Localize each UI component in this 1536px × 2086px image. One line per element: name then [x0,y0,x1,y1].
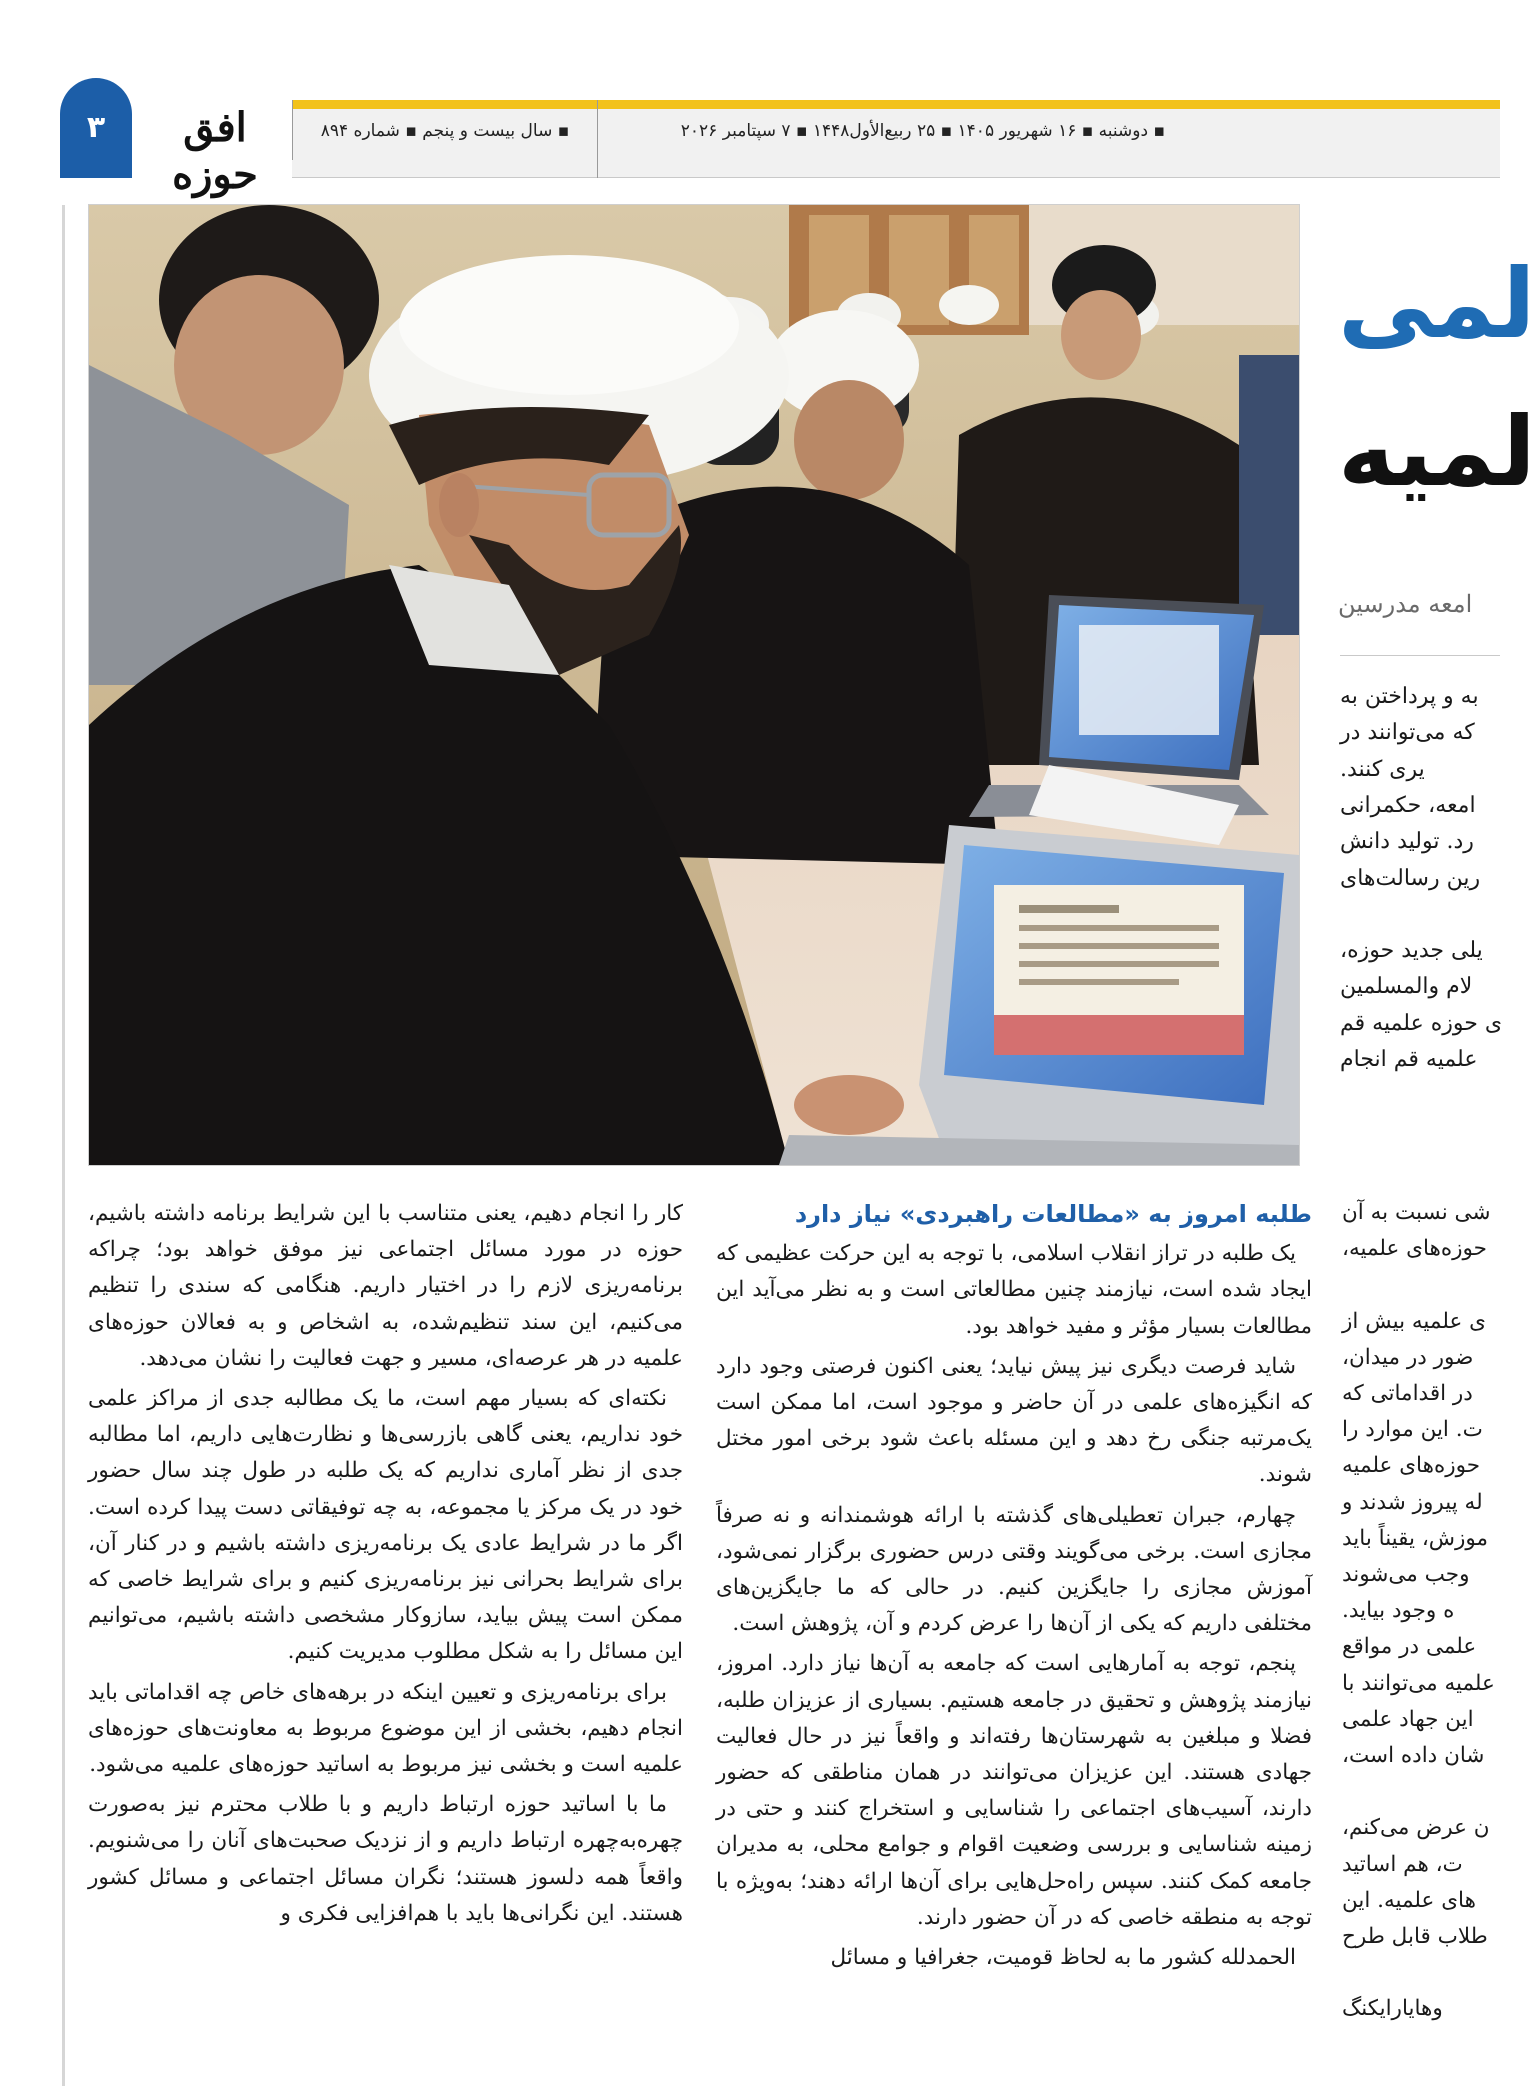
right-column-line: شی نسبت به آن [1342,1200,1491,1225]
right-column-line: شان داده است، [1342,1743,1485,1768]
logo-text: افق حوزه [172,104,258,198]
clerics-with-laptops-illustration [89,205,1299,1165]
header-divider [597,100,598,178]
header-divider-left [292,100,293,160]
right-column-line: ه وجود بیاید. [1342,1598,1455,1624]
headline-line-2: لمیه [1338,396,1536,508]
right-column-line: حوزه‌های علمیه، [1342,1236,1487,1262]
left-paragraph: برای برنامه‌ریزی و تعیین اینکه در برهه‌های خاص چه اقداماتی باید انجام دهیم، بخشی از این موضوع مربوط به معاونت‌های حوزه‌های علمیه است و بخشی نیز مربوط به اساتید حوزه‌های علمیه می‌شود. [88,1679,683,1778]
header-strip [292,109,1500,178]
middle-subhead: طلبه امروز به «مطالعات راهبردی» نیاز دارد [794,1200,1312,1228]
right-intro-line: که می‌توانند در [1340,720,1475,746]
left-paragraph: کار را انجام دهیم، یعنی متناسب با این شرایط برنامه داشته باشیم، حوزه در مورد مسائل اجتماعی نیز موفق خواهد بود؛ چراکه برنامه‌ریزی لازم را در اختیار داریم. هنگامی که سندی را تنظیم می‌کنیم، این سند تنظیم‌شده، به اشخاص و به فعالان حوزه‌های علمیه در هر عرصه‌ای، مسیر و جهت فعالیت را نشان می‌دهد. [88,1201,683,1371]
article-photo [88,204,1300,1166]
middle-column [716,1196,1312,1976]
headline-line-1: لمی [1338,248,1536,360]
right-column-line: وجب می‌شوند [1342,1562,1470,1587]
right-intro-line: به و پرداختن به [1340,684,1479,709]
right-column-line: له پیروز شدند و [1342,1489,1483,1515]
right-column-line: علمیه می‌توانند با [1342,1670,1495,1696]
left-column [88,1196,683,1932]
right-column-line: ت، هم اساتید [1342,1851,1463,1877]
right-intro-line: رد. تولید دانش [1340,829,1474,855]
right-column-line: علمی در مواقع [1342,1634,1477,1660]
right-intro-line: رین رسالت‌های [1340,865,1481,891]
date-info: ▪ دوشنبه ▪ ۱۶ شهریور ۱۴۰۵ ▪ ۲۵ ربیع‌الأول۱۴۴۸ ▪ ۷ سپتامبر ۲۰۲۶ [680,121,1165,141]
right-column-line: ن عرض می‌کنم، [1342,1815,1490,1841]
right-column-line: در اقداماتی که [1342,1381,1473,1406]
right-intro-line: یلی جدید حوزه، [1340,938,1483,964]
middle-paragraph: الحمدلله کشور ما به لحاظ قومیت، جغرافیا و مسائل [830,1945,1296,1971]
right-intro-line: یری کنند. [1340,756,1425,782]
right-column-line: طلاب قابل طرح [1342,1924,1488,1949]
right-intro-line: ی حوزه علمیه قم [1340,1010,1503,1036]
right-intro-line: امعه، حکمرانی [1340,792,1476,818]
right-column-line: موزش، یقیناً باید [1342,1525,1489,1551]
header-accent-bar [292,100,1500,109]
right-column-line: ی علمیه بیش از [1342,1308,1486,1334]
page-number: ۳ [86,110,106,145]
right-column-line: این جهاد علمی [1342,1706,1474,1732]
right-column-line: ضور در میدان، [1342,1344,1474,1370]
left-paragraph: ما با اساتید حوزه ارتباط داریم و با طلاب محترم نیز به‌صورت چهره‌به‌چهره ارتباط داریم و از نزدیک صحبت‌های آنان را می‌شنویم. واقعاً همه دلسوز هستند؛ نگران مسائل اجتماعی و مسائل کشور هستند. این نگرانی‌ها باید با هم‌افزایی فکری و [88,1792,683,1926]
right-column-line: های علمیه. این [1342,1887,1476,1913]
right-column-line: ت. این موارد را [1342,1417,1483,1443]
middle-paragraph: چهارم، جبران تعطیلی‌های گذشته با ارائه هوشمندانه و نه صرفاً مجازی است. برخی می‌گویند وقتی درس حضوری برگزار نمی‌شود، آموزش مجازی را جایگزین کنیم. در حالی که ما جایگزین‌های مختلفی داریم که یکی از آن‌ها را عرض کردم و آن، پژوهش است. [716,1502,1312,1637]
right-intro-line: علمیه قم انجام [1340,1047,1478,1072]
page-margin-rule [62,205,65,2086]
middle-paragraph: یک طلبه در تراز انقلاب اسلامی، با توجه به این حرکت عظیمی که ایجاد شده است، نیازمند چنین مطالعاتی است و به نظر می‌آید این مطالعات بسیار مؤثر و مفید خواهد بود. [716,1241,1312,1339]
middle-paragraph: شاید فرصت دیگری نیز پیش نیاید؛ یعنی اکنون فرصتی وجود دارد که انگیزه‌های علمی در آن حاضر و موجود است، اما ممکن است یک‌مرتبه جنگی رخ دهد و این مسئله باعث شود برخی امور مختل شوند. [716,1353,1312,1488]
right-column-line: حوزه‌های علمیه [1342,1453,1480,1479]
issue-info: ▪ سال بیست و پنجم ▪ شماره ۸۹۴ [320,121,570,141]
right-column-line: وهایارایکنگ [1342,1996,1443,2022]
right-intro-line: لام والمسلمین [1340,974,1473,1000]
byline-divider [1340,655,1500,656]
left-paragraph: نکته‌ای که بسیار مهم است، ما یک مطالبه جدی از مراکز علمی خود نداریم، یعنی گاهی بازرسی‌ها و نظارت‌هایی داریم، اما مطالبه جدی از نظر آماری نداریم که یک طلبه در طول چند سال حضور خود در یک مرکز یا مجموعه، به چه توفیقاتی دست پیدا کرده است. اگر ما در شرایط عادی یک برنامه‌ریزی داشته باشیم و در کنار آن، برای شرایط بحرانی نیز برنامه‌ریزی کنیم و برای شرایط خاصی که ممکن است پیش بیاید، سازوکار مشخصی داشته باشیم، می‌توانیم این مسائل را به شکل مطلوب مدیریت کنیم. [88,1386,683,1665]
byline: امعه مدرسین [1338,590,1473,618]
newspaper-logo [140,96,290,198]
middle-paragraph: پنجم، توجه به آمارهایی است که جامعه به آن‌ها نیاز دارد. امروز، نیازمند پژوهش و تحقیق در جامعه هستیم. بسیاری از عزیزان طلبه، فضلا و مبلغین به شهرستان‌ها رفته‌اند و واقعاً نیز در حال فعالیت جهادی هستند. این عزیزان می‌توانند در همان مناطقی که حضور دارند، آسیب‌های اجتماعی را شناسایی و استخراج کنند و حتی در زمینه شناسایی و بررسی وضعیت اقوام و جوامع محلی، به مدیران جامعه کمک کنند. سپس راه‌حل‌هایی برای آن‌ها ارائه دهند؛ به‌ویژه با توجه به منطقه خاصی که در آن حضور دارند. [716,1651,1312,1930]
